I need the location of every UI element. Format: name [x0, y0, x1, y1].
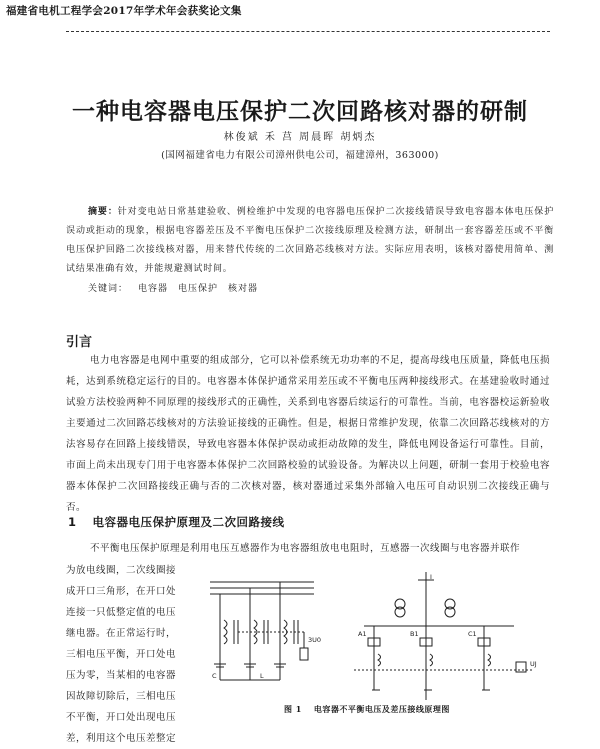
keyword-2: 电压保护	[178, 284, 219, 294]
abstract-text: 针对变电站日常基建验收、例检维护中发现的电容器电压保护二次接线错误导致电容器本体电压保护误动或拒动的现象，根据电容器差压及不平衡电压保护二次接线原理及检测方法，研制出一套容器差压或不平衡电压保护回路二次接线核对器，用来替代传统的二次回路芯线核对方法。实际应用表明，该核对器使用简单、测试结果准确有效，并能规避测试时间。	[66, 207, 555, 274]
label-c-left: C	[212, 672, 217, 680]
column-line: 成开口三角形，在开口处	[66, 586, 177, 597]
column-line: 为放电线圈，二次线圈接	[66, 565, 177, 576]
label-b1: B1	[410, 630, 419, 638]
keywords-label: 关键词：	[88, 284, 129, 294]
intro-heading: 引言	[66, 335, 93, 350]
keywords	[88, 281, 258, 294]
column-line: 差，利用这个电压差整定	[66, 733, 177, 744]
abstract	[66, 203, 554, 279]
header-rule	[66, 31, 550, 32]
label-l-left: L	[260, 672, 264, 680]
column-line: 压为零，当某相的电容器	[66, 670, 177, 681]
figure-caption	[284, 704, 450, 715]
section-1-heading	[68, 514, 285, 530]
section-1-first-line: 不平衡电压保护原理是利用电压互感器作为电容器组放电电阻时，互感器一次线圈与电容器并联作	[90, 543, 521, 554]
paper-affiliation: (国网福建省电力有限公司漳州供电公司，福建漳州，363000)	[161, 150, 439, 161]
section-1-column-text	[66, 560, 198, 749]
label-a1: A1	[358, 630, 367, 638]
label-top: Ⅰ	[430, 573, 432, 581]
column-line: 因故障切除后，三相电压	[66, 691, 177, 702]
paper-authors: 林俊斌 禾 莒 周晨晖 胡炳杰	[223, 132, 377, 143]
column-line: 不平衡，开口处出现电压	[66, 712, 177, 723]
running-header	[0, 1, 600, 16]
abstract-label: 摘要：	[88, 207, 118, 217]
intro-paragraph: 电力电容器是电网中重要的组成部分，它可以补偿系统无功功率的不足，提高母线电压质量，降低电压损耗，达到系统稳定运行的目的。电容器本体保护通常采用差压或不平衡电压两种接线形式。在基建验收时通过试验方法校验两种不同原理的接线形式的正确性，关系到电容器后续运行的可靠性。当前，电容器校运新验收主要通过二次回路芯线核对的方法验证接线的正确性。但是，根据日常维护发现，依靠二次回路芯线核对的方法容易存在回路上接线错误，导致电容器本体保护误动或拒动故障的发生，降低电网设备运行可靠性。目前，市面上尚未出现专门用于电容器本体保护二次回路校验的试验设备。为解决以上问题，研制一套用于校验电容器本体保护二次回路接线正确与否的二次核对器，核对器通过采集外部输入电压可自动识别二次接线正确与否。	[66, 355, 551, 513]
column-line: 三相电压平衡，开口处电	[66, 649, 177, 660]
circuit-diagram	[204, 570, 554, 702]
label-3u0: 3U0	[308, 636, 322, 644]
column-line: 继电器。在正常运行时，	[66, 628, 177, 639]
figure-number: 图 1	[284, 704, 302, 714]
keyword-3: 核对器	[228, 284, 259, 294]
column-line: 连接一只低整定值的电压	[66, 607, 177, 618]
figure-caption-text: 电容器不平衡电压及差压接线原理图	[313, 704, 450, 714]
section-1-number: 1	[68, 515, 77, 529]
section-1-title: 电容器电压保护原理及二次回路接线	[92, 515, 285, 529]
label-uj: UJ	[530, 660, 537, 668]
label-c1: C1	[468, 630, 477, 638]
running-title: 福建省电机工程学会2017年学术年会获奖论文集	[6, 5, 242, 17]
keyword-1: 电容器	[138, 284, 169, 294]
paper-title: 一种电容器电压保护二次回路核对器的研制	[72, 98, 528, 125]
